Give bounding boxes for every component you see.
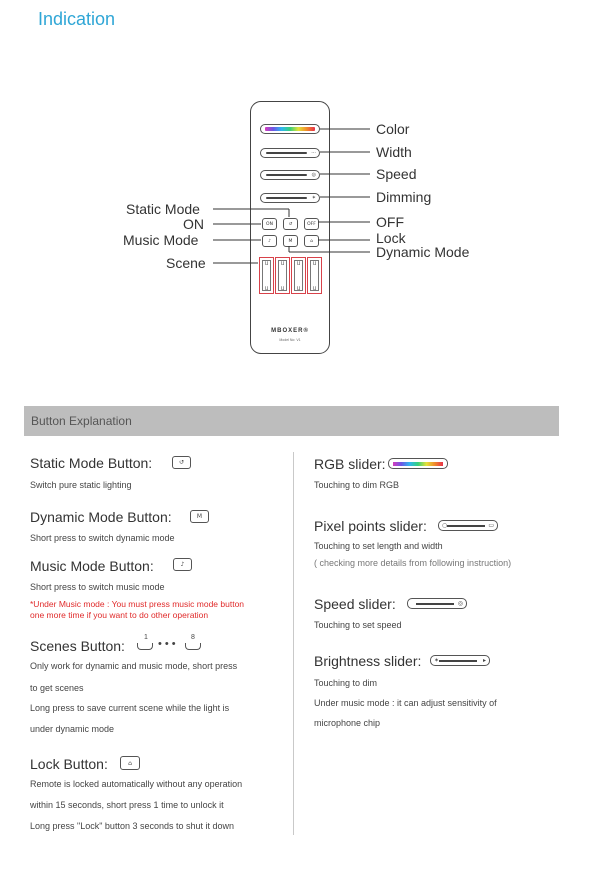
- remote-speed-slider: ◎: [260, 170, 320, 180]
- speed-slider-icon: ◎: [407, 598, 467, 609]
- scenes-icon: 1 ••• 8: [137, 636, 207, 652]
- pixel-slider-note: ( checking more details from following instruction): [314, 558, 512, 568]
- speed-slider-title: Speed slider:: [314, 596, 396, 612]
- remote-on-button: ON: [262, 218, 277, 230]
- remote-music-button: ♪: [262, 235, 277, 247]
- brightness-slider-title: Brightness slider:: [314, 653, 422, 669]
- dynamic-mode-desc: Short press to switch dynamic mode: [30, 533, 175, 543]
- brightness-slider-icon: ✶ ▸: [430, 655, 490, 666]
- music-mode-desc: Short press to switch music mode: [30, 582, 165, 592]
- music-mode-note-2: one more time if you want to do other operation: [30, 610, 209, 620]
- brightness-desc-3: microphone chip: [314, 718, 381, 728]
- section-header: [24, 406, 559, 436]
- lock-desc-1: Remote is locked automatically without any operation: [30, 779, 243, 789]
- speed-slider-desc: Touching to set speed: [314, 620, 402, 630]
- callout-static-mode: Static Mode: [126, 201, 200, 217]
- static-mode-desc: Switch pure static lighting: [30, 480, 132, 490]
- dynamic-mode-icon: M: [190, 510, 209, 523]
- scenes-desc-2: to get scenes: [30, 683, 84, 693]
- callout-off: OFF: [376, 214, 404, 230]
- remote-dynamic-button: M: [283, 235, 298, 247]
- rgb-slider-title: RGB slider:: [314, 456, 386, 472]
- remote-model-text: Model No: V1: [279, 338, 301, 342]
- callout-lock: Lock: [376, 230, 406, 246]
- column-divider: [293, 452, 294, 835]
- lock-desc-2: within 15 seconds, short press 1 time to unlock it: [30, 800, 224, 810]
- remote-off-button: OFF: [304, 218, 319, 230]
- pixel-slider-desc: Touching to set length and width: [314, 541, 443, 551]
- callout-lines: [0, 0, 595, 400]
- static-mode-title: Static Mode Button:: [30, 455, 153, 471]
- callout-color: Color: [376, 121, 410, 137]
- page-title: Indication: [38, 9, 116, 29]
- music-mode-note-1: *Under Music mode : You must press music mode button: [30, 599, 245, 609]
- scenes-title: Scenes Button:: [30, 638, 125, 654]
- remote-dimming-slider: ✶: [260, 193, 320, 203]
- scenes-desc-4: under dynamic mode: [30, 724, 115, 734]
- lock-title: Lock Button:: [30, 756, 108, 772]
- music-mode-icon: ♪: [173, 558, 192, 571]
- callout-dynamic-mode: Dynamic Mode: [376, 244, 470, 260]
- scenes-desc-1: Only work for dynamic and music mode, short press: [30, 661, 238, 671]
- remote-width-slider: ···: [260, 148, 320, 158]
- callout-speed: Speed: [376, 166, 417, 182]
- callout-on: ON: [183, 216, 204, 232]
- lock-desc-3: Long press "Lock" button 3 seconds to shut it down: [30, 821, 235, 831]
- pixel-slider-icon: ○ ▭: [438, 520, 498, 531]
- section-header-title: Button Explanation: [31, 414, 132, 428]
- remote-lock-button: ⌂: [304, 235, 319, 247]
- scenes-desc-3: Long press to save current scene while the light is: [30, 703, 230, 713]
- remote-brand-logo: MBOXER®: [271, 328, 309, 334]
- callout-scene: Scene: [166, 255, 206, 271]
- brightness-desc-1: Touching to dim: [314, 678, 378, 688]
- music-mode-title: Music Mode Button:: [30, 558, 154, 574]
- brightness-desc-2: Under music mode : it can adjust sensitivity of: [314, 698, 497, 708]
- callout-music-mode: Music Mode: [123, 232, 199, 248]
- remote-scene-buttons: ∐ ∐ ∐ ∐ ∐ ∐ ∐ ∐: [259, 257, 323, 294]
- lock-icon: ⌂: [120, 756, 140, 770]
- rgb-slider-icon: [388, 458, 448, 469]
- dynamic-mode-title: Dynamic Mode Button:: [30, 509, 172, 525]
- callout-width: Width: [376, 144, 412, 160]
- static-mode-icon: ↺: [172, 456, 191, 469]
- pixel-slider-title: Pixel points slider:: [314, 518, 427, 534]
- callout-dimming: Dimming: [376, 189, 432, 205]
- rgb-slider-desc: Touching to dim RGB: [314, 480, 400, 490]
- remote-static-button: ↺: [283, 218, 298, 230]
